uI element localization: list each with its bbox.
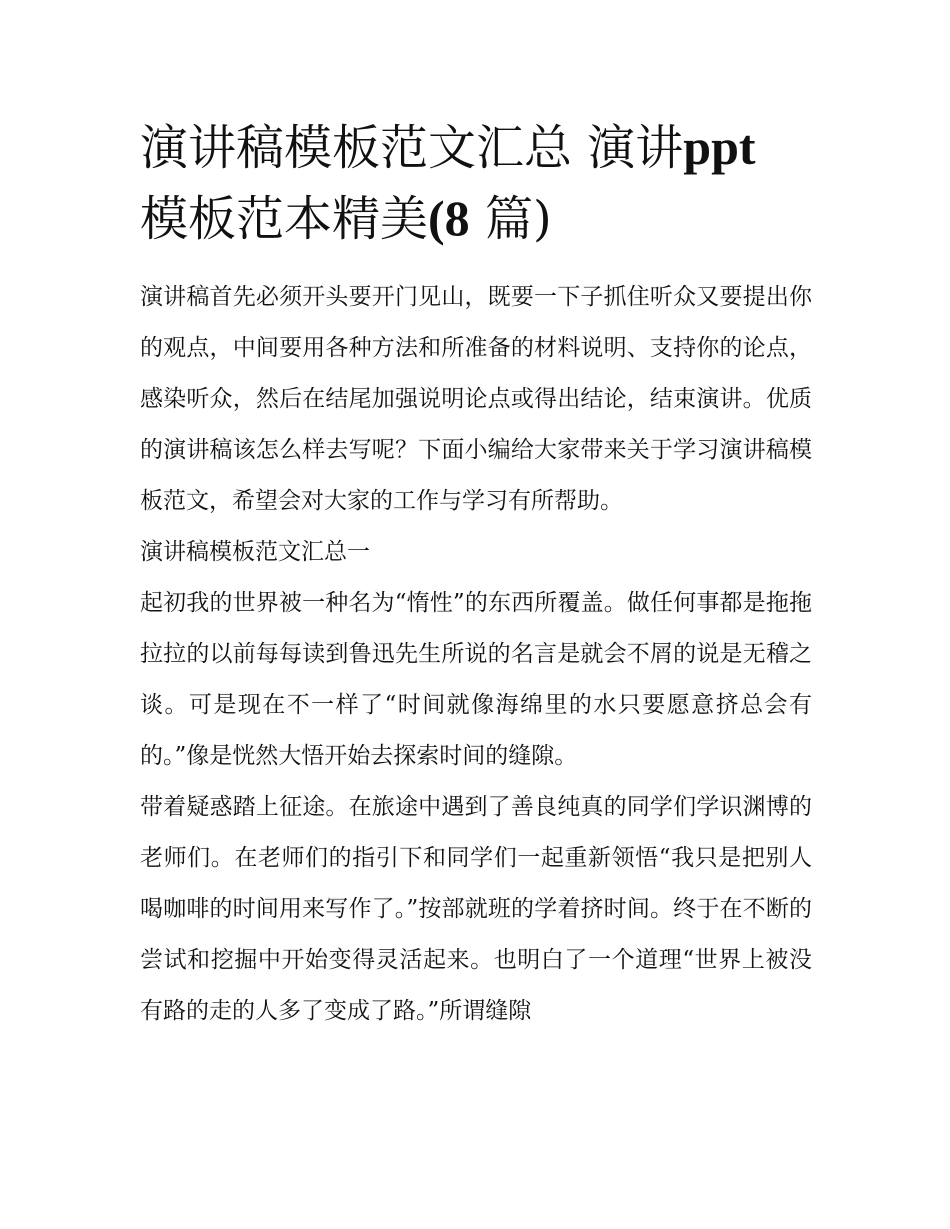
title-text-2: 模板范本精美 <box>140 191 429 247</box>
title-text-3: 篇) <box>484 191 552 247</box>
document-title <box>140 112 812 254</box>
intro-paragraph: 演讲稿首先必须开头要开门见山，既要一下子抓住听众又要提出你的观点，中间要用各种方法和所准备的材料说明、支持你的论点，感染听众，然后在结尾加强说明论点或得出结论，结束演讲。优质的演讲稿该怎么样去写呢？下面小编给大家带来关于学习演讲稿模板范文，希望会对大家的工作与学习有所帮助。 <box>140 284 812 514</box>
document-content <box>140 112 812 1037</box>
title-text-ppt: ppt <box>683 119 756 175</box>
body-paragraph-1: 起初我的世界被一种名为“惰性”的东西所覆盖。做任何事都是拖拖拉拉的以前每每读到鲁迅先生所说的名言是就会不屑的说是无稽之谈。可是现在不一样了“时间就像海绵里的水只要愿意挤总会有的。”像是恍然大悟开始去探索时间的缝隙。 <box>140 590 812 769</box>
section-heading: 演讲稿模板范文汇总一 <box>140 539 370 565</box>
body-paragraph-2: 带着疑惑踏上征途。在旅途中遇到了善良纯真的同学们学识渊博的老师们。在老师们的指引下和同学们一起重新领悟“我只是把别人喝咖啡的时间用来写作了。”按部就班的学着挤时间。终于在不断的尝试和挖掘中开始变得灵活起来。也明白了一个道理“世界上被没有路的走的人多了变成了路。”所谓缝隙 <box>140 794 812 1024</box>
title-text-count: (8 <box>428 190 470 246</box>
title-text-1: 演讲稿模板范文汇总 演讲 <box>140 120 684 176</box>
